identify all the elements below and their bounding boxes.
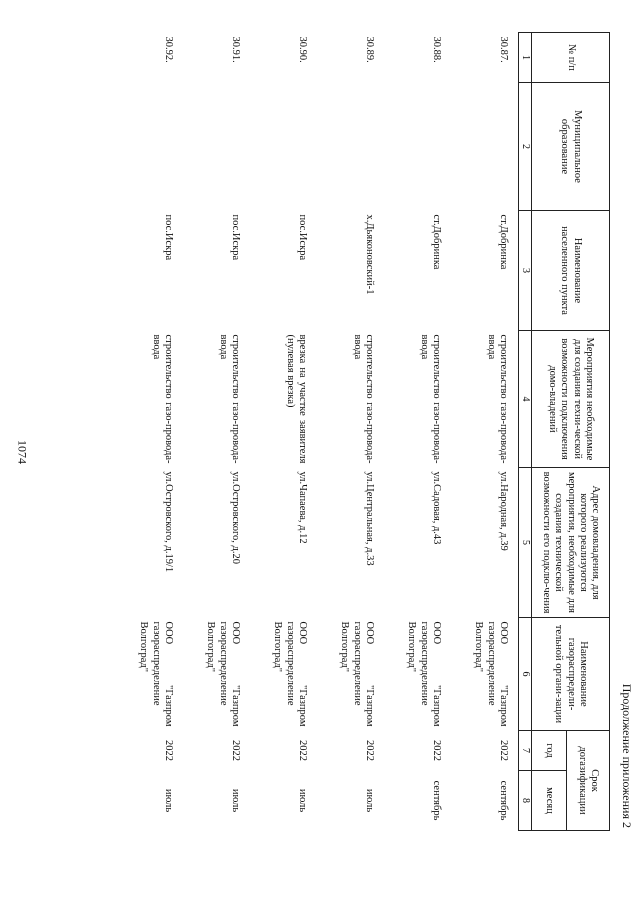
year-cell: 2022	[431, 740, 443, 761]
municipality-cell	[117, 83, 184, 211]
month-cell: сентябрь	[431, 780, 443, 821]
column-number: 7	[519, 731, 532, 771]
organization-cell: ООО "Газпром газораспределение Волгоград"	[272, 621, 309, 727]
month-cell: июль	[364, 788, 376, 813]
header-row	[567, 33, 610, 831]
organization-cell: ООО "Газпром газораспределение Волгоград"	[339, 621, 376, 727]
column-number: 3	[519, 211, 532, 331]
column-number: 6	[519, 618, 532, 731]
column-number: 2	[519, 83, 532, 211]
measure-cell: строительство газо-провода-ввода	[351, 334, 376, 464]
year-cell: 2022	[364, 740, 376, 761]
measure-cell: строительство газо-провода-ввода	[485, 334, 510, 464]
locality-cell: ст.Добринка	[498, 214, 510, 270]
appendix-caption: Продолжение приложения 2	[620, 683, 634, 828]
header-organization: Наименование газораспредели-тельной органи-зации	[532, 618, 610, 731]
municipality-cell	[318, 83, 385, 211]
header-month: месяц	[532, 771, 567, 831]
organization-cell: ООО "Газпром газораспределение Волгоград"	[138, 621, 175, 727]
year-cell: 2022	[297, 740, 309, 761]
header-address: Адрес домовладения, для которого реализуются мероприятия, необходимые для создания технической возможности его подклю-чения	[532, 468, 610, 618]
measure-cell: строительство газо-провода-ввода	[418, 334, 443, 464]
measure-cell: строительство газо-провода-ввода	[217, 334, 242, 464]
locality-cell: пос.Искра	[297, 214, 309, 261]
row-number: 30.89.	[364, 36, 376, 63]
organization-cell: ООО "Газпром газораспределение Волгоград"	[205, 621, 242, 727]
municipality-cell	[251, 83, 318, 211]
municipality-cell	[184, 83, 251, 211]
page-number: 1074	[15, 440, 30, 464]
gasification-table	[117, 32, 611, 831]
year-cell: 2022	[163, 740, 175, 761]
locality-cell: пос.Искра	[163, 214, 175, 261]
locality-cell: х.Дьяконовский-1	[364, 214, 376, 295]
municipality-cell	[385, 83, 452, 211]
address-cell: ул.Народная, д.39	[498, 471, 510, 551]
row-number: 30.91.	[230, 36, 242, 63]
table-row	[452, 33, 520, 831]
header-year: год	[532, 731, 567, 771]
address-cell: ул.Центральная, д.33	[364, 471, 376, 566]
row-number: 30.92.	[163, 36, 175, 63]
organization-cell: ООО "Газпром газораспределение Волгоград"	[473, 621, 510, 727]
locality-cell: ст.Добринка	[431, 214, 443, 270]
column-number: 1	[519, 33, 532, 83]
header-locality: Наименование населенного пункта	[532, 211, 610, 331]
month-cell: июль	[230, 788, 242, 813]
column-number: 5	[519, 468, 532, 618]
address-cell: ул.Садовая, д.43	[431, 471, 443, 545]
header-measures: Мероприятия необходимые для создания техни-ческой возможности подключения домо-владений	[532, 331, 610, 468]
table-row	[385, 33, 452, 831]
column-number-row	[519, 33, 532, 831]
month-cell: июль	[297, 788, 309, 813]
column-number: 4	[519, 331, 532, 468]
month-cell: июль	[163, 788, 175, 813]
table-row	[184, 33, 251, 831]
year-cell: 2022	[230, 740, 242, 761]
measure-cell: врезка на участке заявителя (нулевая врезка)	[284, 334, 309, 464]
header-number: № п/п	[532, 33, 610, 83]
measure-cell: строительство газо-провода-ввода	[150, 334, 175, 464]
month-cell: сентябрь	[498, 780, 510, 821]
row-number: 30.88.	[431, 36, 443, 63]
table-row	[251, 33, 318, 831]
column-number: 8	[519, 771, 532, 831]
address-cell: ул.Островского, д.20	[230, 471, 242, 565]
year-cell: 2022	[498, 740, 510, 761]
header-deadline: Срок догазификации	[567, 731, 610, 831]
address-cell: ул.Островского, д.19/1	[163, 471, 175, 573]
organization-cell: ООО "Газпром газораспределение Волгоград"	[406, 621, 443, 727]
row-number: 30.90.	[297, 36, 309, 63]
locality-cell: пос.Искра	[230, 214, 242, 261]
row-number: 30.87.	[498, 36, 510, 63]
table-row	[117, 33, 184, 831]
address-cell: ул.Чапаева, д.12	[297, 471, 309, 544]
header-municipality: Муниципальное образование	[532, 83, 610, 211]
rotated-page	[70, 32, 634, 832]
municipality-cell	[452, 83, 520, 211]
table-row	[318, 33, 385, 831]
